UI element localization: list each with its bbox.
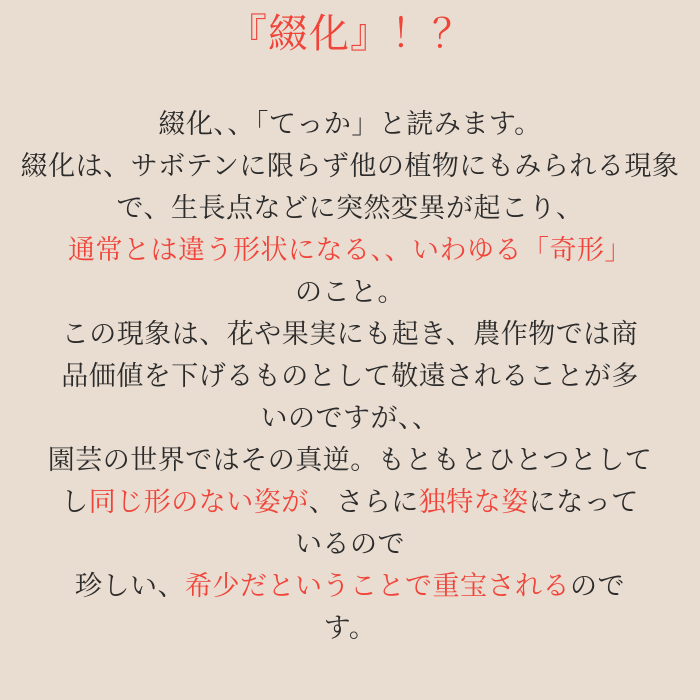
text-segment-highlight: 同じ形のない姿が bbox=[88, 487, 309, 518]
body-text-block bbox=[0, 104, 700, 650]
text-segment: ので bbox=[570, 571, 625, 602]
text-line bbox=[6, 272, 694, 314]
text-line bbox=[6, 230, 694, 272]
text-segment: 綴化、、「てっか」と読みます。 bbox=[158, 109, 542, 140]
text-segment: この現象は、花や果実にも起き、農作物では商 bbox=[61, 319, 639, 350]
text-segment: のこと。 bbox=[295, 277, 405, 308]
text-segment: 、さらに bbox=[308, 487, 419, 518]
text-line bbox=[6, 188, 694, 230]
text-line bbox=[6, 482, 694, 524]
text-line bbox=[6, 104, 694, 146]
text-segment: し bbox=[61, 487, 89, 518]
page-title: 『綴化』！？ bbox=[227, 11, 473, 57]
text-segment: いるので bbox=[295, 529, 405, 560]
text-segment: す。 bbox=[323, 613, 377, 644]
text-segment: 綴化は、サボテンに限らず他の植物にもみられる現象 bbox=[20, 151, 680, 182]
text-line bbox=[6, 146, 694, 188]
text-segment-highlight: 独特な姿 bbox=[418, 487, 529, 518]
text-segment: で、生長点などに突然変異が起こり、 bbox=[116, 193, 584, 224]
text-segment: 珍しい、 bbox=[75, 571, 185, 602]
text-line bbox=[6, 524, 694, 566]
text-segment: いのですが、、 bbox=[260, 403, 440, 434]
text-segment: 園芸の世界ではその真逆。もともとひとつとして bbox=[47, 445, 653, 476]
text-line bbox=[6, 398, 694, 440]
text-line bbox=[6, 566, 694, 608]
text-line bbox=[6, 314, 694, 356]
text-segment: 品価値を下げるものとして敬遠されることが多 bbox=[61, 361, 639, 392]
text-line bbox=[6, 608, 694, 650]
text-segment-highlight: 通常とは違う形状になる、、いわゆる「奇形」 bbox=[68, 235, 632, 266]
text-segment: になって bbox=[528, 487, 639, 518]
text-line bbox=[6, 440, 694, 482]
text-segment-highlight: 希少だということで重宝される bbox=[185, 571, 570, 602]
text-line bbox=[6, 356, 694, 398]
